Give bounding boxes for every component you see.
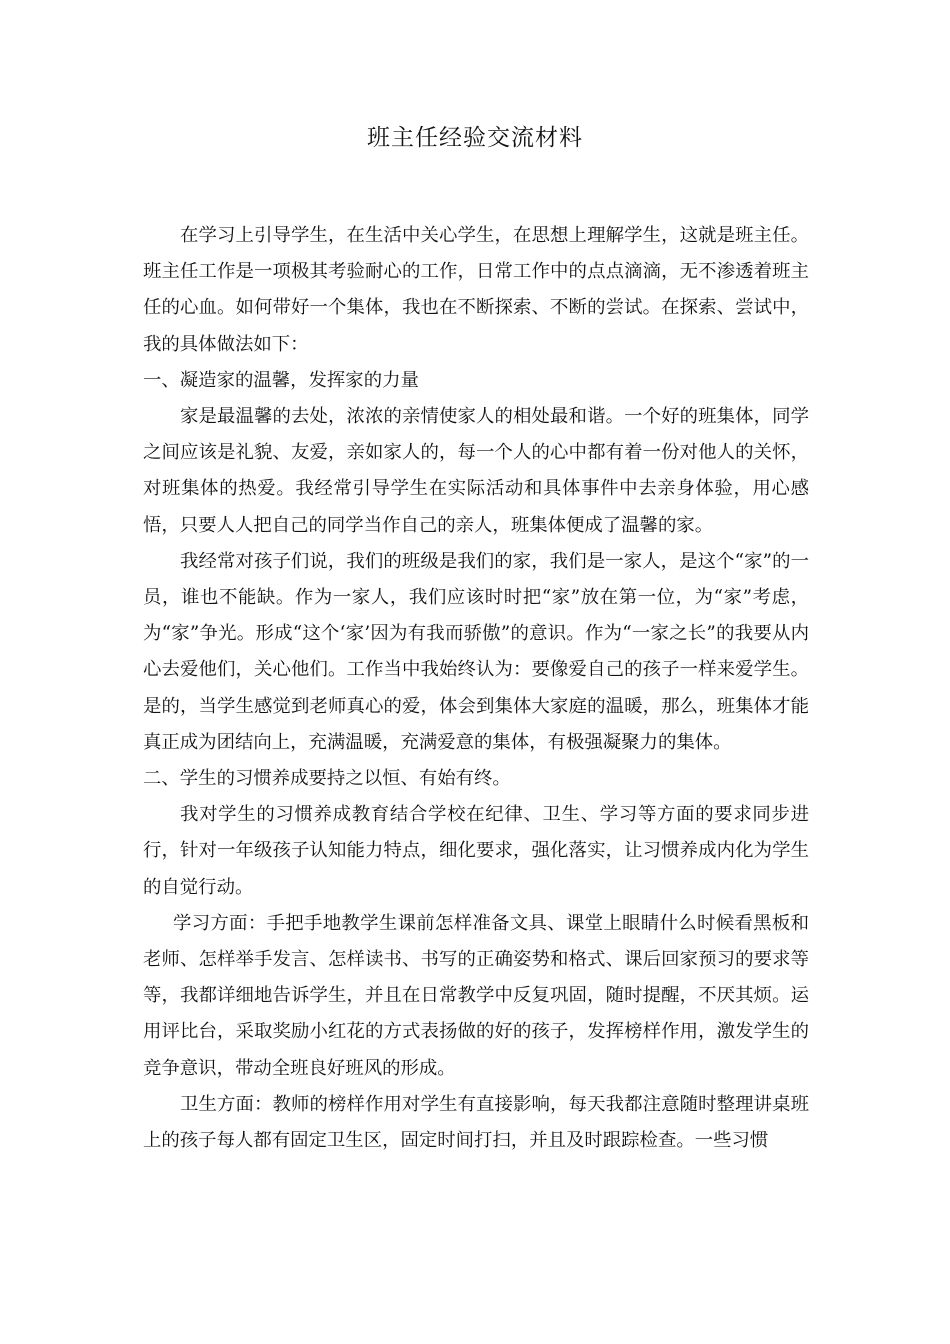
section-heading-2: 二、学生的习惯养成要持之以恒、有始有终。 bbox=[143, 768, 511, 790]
intro-paragraph: 在学习上引导学生，在生活中关心学生，在思想上理解学生，这就是班主任。班主任工作是一项极其考验耐心的工作，日常工作中的点点滴滴，无不渗透着班主任的心血。如何带好一个集体，我也在不断探索、不断的尝试。在探索、尝试中，我的具体做法如下： bbox=[143, 225, 809, 355]
document-body bbox=[143, 218, 809, 1159]
section-heading-1: 一、凝造家的温馨，发挥家的力量 bbox=[143, 369, 419, 391]
body-paragraph: 卫生方面：教师的榜样作用对学生有直接影响，每天我都注意随时整理讲桌班上的孩子每人都有固定卫生区，固定时间打扫，并且及时跟踪检查。一些习惯 bbox=[143, 1093, 809, 1152]
body-paragraph: 学习方面：手把手地教学生课前怎样准备文具、课堂上眼睛什么时候看黑板和老师、怎样举手发言、怎样读书、书写的正确姿势和格式、课后回家预习的要求等等，我都详细地告诉学生，并且在日常教学中反复巩固，随时提醒，不厌其烦。运用评比台，采取奖励小红花的方式表扬做的好的孩子，发挥榜样作用，激发学生的竞争意识，带动全班良好班风的形成。 bbox=[143, 912, 809, 1079]
body-paragraph: 我对学生的习惯养成教育结合学校在纪律、卫生、学习等方面的要求同步进行，针对一年级孩子认知能力特点，细化要求，强化落实，让习惯养成内化为学生的自觉行动。 bbox=[143, 804, 809, 898]
document-title: 班主任经验交流材料 bbox=[367, 125, 583, 151]
body-paragraph: 我经常对孩子们说，我们的班级是我们的家，我们是一家人，是这个“家”的一员，谁也不能缺。作为一家人，我们应该时时把“家”放在第一位，为“家”考虑，为“家”争光。形成“这个‘家’因为有我而骄傲”的意识。作为“一家之长”的我要从内心去爱他们，关心他们。工作当中我始终认为：要像爱自己的孩子一样来爱学生。是的，当学生感觉到老师真心的爱，体会到集体大家庭的温暖，那么，班集体才能真正成为团结向上，充满温暖，充满爱意的集体，有极强凝聚力的集体。 bbox=[143, 550, 809, 753]
body-paragraph: 家是最温馨的去处，浓浓的亲情使家人的相处最和谐。一个好的班集体，同学之间应该是礼貌、友爱，亲如家人的，每一个人的心中都有着一份对他人的关怀，对班集体的热爱。我经常引导学生在实际活动和具体事件中去亲身体验，用心感悟，只要人人把自己的同学当作自己的亲人，班集体便成了温馨的家。 bbox=[143, 406, 809, 536]
